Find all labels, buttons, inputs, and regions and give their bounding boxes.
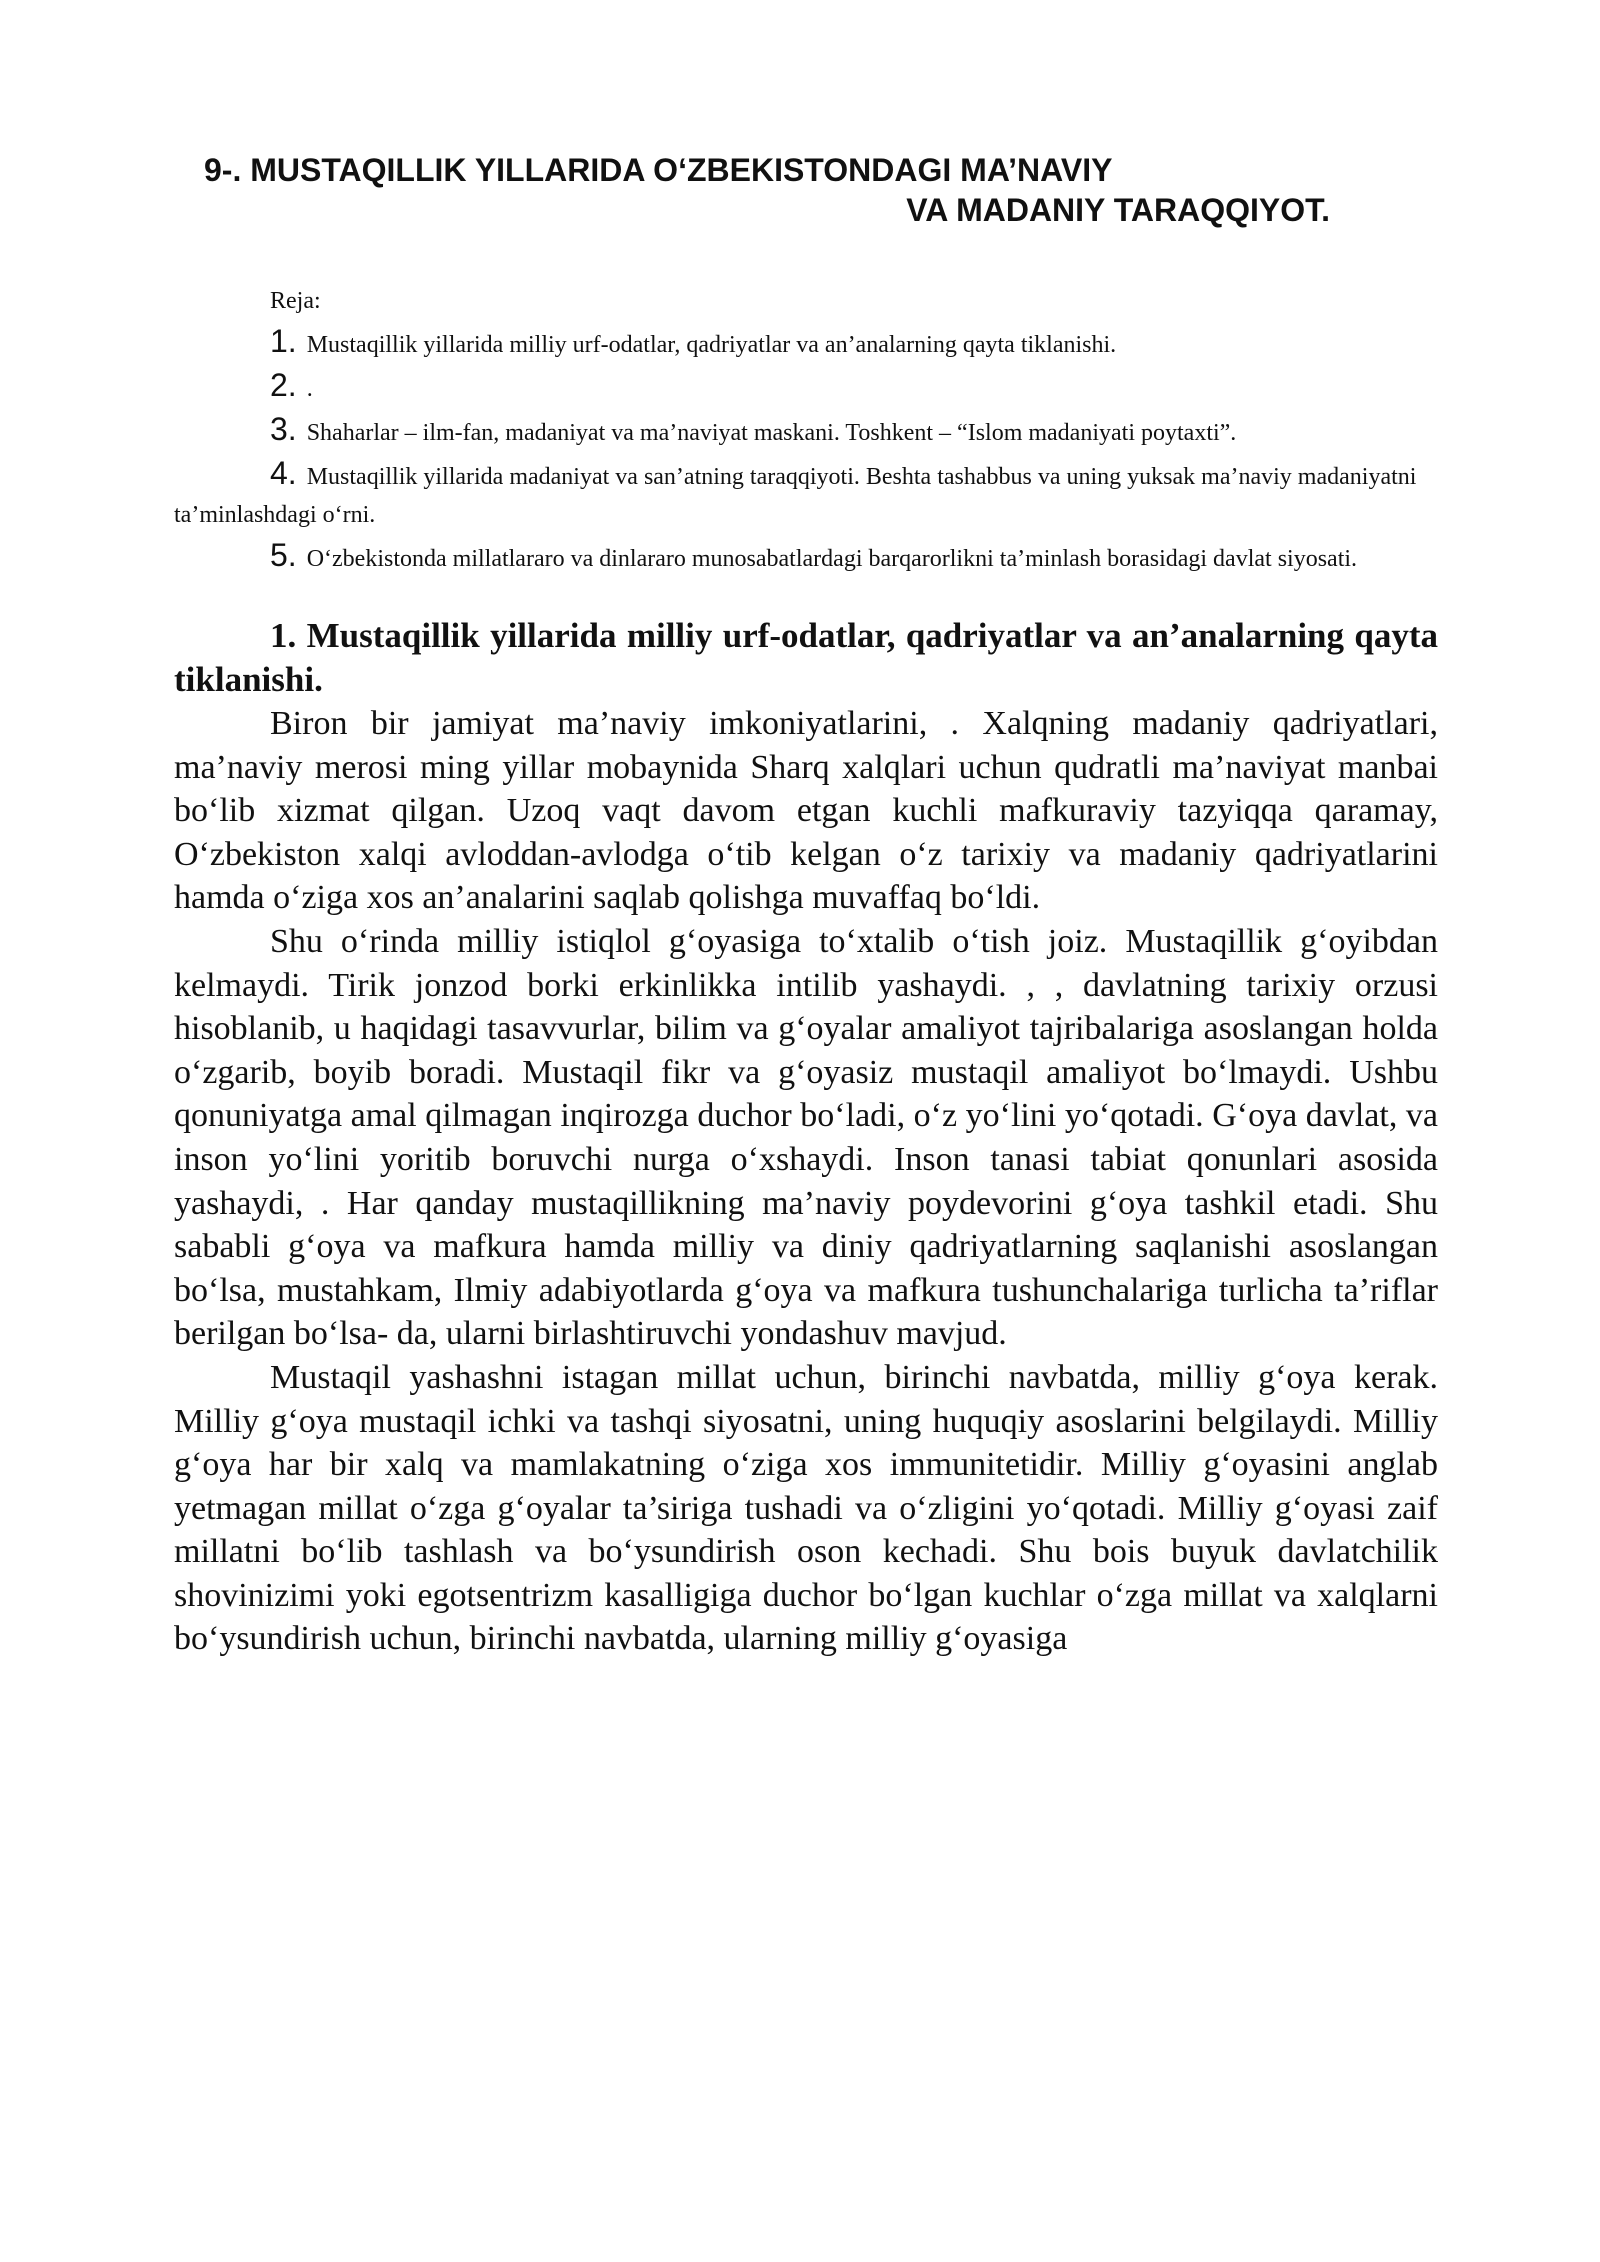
title-line-2: VA MADANIY TARAQQIYOT. [906,192,1330,228]
body-paragraph-3: Mustaqil yashashni istagan millat uchun, birinchi navbatda, milliy g‘oya kerak. Milliy g‘oya mustaqil ichki va tashqi siyosatni, uning huquqiy asoslarini belgilaydi. Milliy g‘oya har bir xalq va mamlakatning o‘ziga xos immunitetidir. Milliy g‘oyasini anglab yetmagan millat o‘zga g‘oyalar ta’siriga tushadi va o‘zligini yo‘qotadi. Milliy g‘oyasi zaif millatni bo‘lib tashlash va bo‘ysundirish oson kechadi. Shu bois buyuk davlatchilik shovinizimi yoki egotsentrizm kasalligiga duchor bo‘lgan kuchlar o‘zga millat va xalqlarni bo‘ysundirish uchun, birinchi navbatda, ularning milliy g‘oyasiga [174,1358,1438,1658]
body-paragraph-1: Biron bir jamiyat ma’naviy imkoniyatlarini, . Xalqning madaniy qadriyatlari, ma’naviy merosi ming yillar mobaynida Sharq xalqlari uchun qudratli ma’naviyat manbai bo‘lib xizmat qilgan. Uzoq vaqt davom etgan kuchli mafkuraviy tazyiqqa qaramay, O‘zbekiston xalqi avloddan-avlodga o‘tib kelgan o‘z tarixiy va madaniy qadriyatlarini hamda o‘ziga xos an’analarini saqlab qolishga muvaffaq bo‘ldi. [174,705,1438,917]
plan-item-1 [174,322,1438,364]
plan-section [174,280,1438,578]
plan-item-number: 2. [270,367,297,403]
plan-item-text: Mustaqillik yillarida milliy urf-odatlar, qadriyatlar va an’analarning qayta tiklanishi. [306,332,1117,358]
document-page [174,150,1438,1661]
plan-item-text: Shaharlar – ilm-fan, madaniyat va ma’naviyat maskani. Toshkent – “Islom madaniyati poytaxti”. [306,420,1237,446]
plan-item-3 [174,410,1438,452]
plan-item-2 [174,366,1438,408]
plan-item-4 [174,454,1438,534]
section-heading: 1. Mustaqillik yillarida milliy urf-odatlar, qadriyatlar va an’analarning qayta tiklanishi. [174,616,1438,699]
plan-label: Reja: [270,288,321,314]
plan-item-number: 1. [270,323,297,359]
plan-item-number: 4. [270,455,297,491]
plan-item-5 [174,536,1438,578]
title-line-1: 9-. MUSTAQILLIK YILLARIDA O‘ZBEKISTONDAGI MA’NAVIY [204,152,1113,188]
document-title [174,150,1438,230]
plan-item-text: . [306,376,313,402]
plan-item-number: 5. [270,537,297,573]
body-paragraph-2: Shu o‘rinda milliy istiqlol g‘oyasiga to‘xtalib o‘tish joiz. Mustaqillik g‘oyibdan kelmaydi. Tirik jonzod borki erkinlikka intilib yashaydi. , , davlatning tarixiy orzusi hisoblanib, u haqidagi tasavvurlar, bilim va g‘oyalar amaliyot tajribalariga asoslangan holda o‘zgarib, boyib boradi. Mustaqil fikr va g‘oyasiz mustaqil amaliyot bo‘lmaydi. Ushbu qonuniyatga amal qilmagan inqirozga duchor bo‘ladi, o‘z yo‘lini yo‘qotadi. G‘oya davlat, va inson yo‘lini yoritib boruvchi nurga o‘xshaydi. Inson tanasi tabiat qonunlari asosida yashaydi, . Har qanday mustaqillikning ma’naviy poydevorini g‘oya tashkil etadi. Shu sababli g‘oya va mafkura hamda milliy va diniy qadriyatlarning saqlanishi asoslangan bo‘lsa, mustahkam, Ilmiy adabiyotlarda g‘oya va mafkura tushunchalariga turlicha ta’riflar berilgan bo‘lsa- da, ularni birlashtiruvchi yondashuv mavjud. [174,922,1438,1353]
plan-item-number: 3. [270,411,297,447]
plan-item-text: O‘zbekistonda millatlararo va dinlararo munosabatlardagi barqarorlikni ta’minlash borasidagi davlat siyosati. [306,546,1358,572]
plan-item-text: Mustaqillik yillarida madaniyat va san’atning taraqqiyoti. Beshta tashabbus va uning yuksak ma’naviy madaniyatni ta’minlashdagi o‘rni. [174,464,1417,528]
